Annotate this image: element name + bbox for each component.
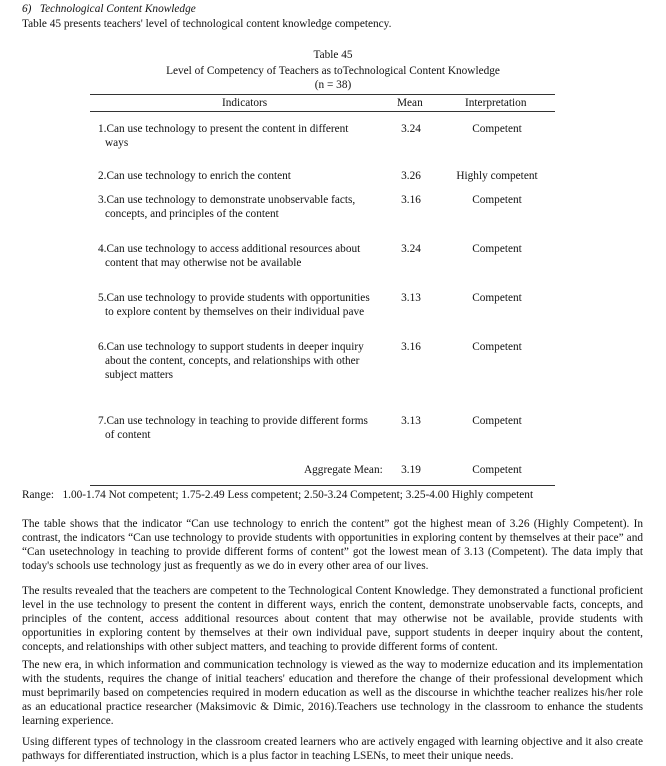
table-n: (n = 38) xyxy=(314,79,352,91)
row-mean: 3.24 xyxy=(401,123,421,135)
table-header-rule xyxy=(90,111,555,112)
table-number: Table 45 xyxy=(313,49,353,61)
header-interpretation: Interpretation xyxy=(465,97,527,109)
header-indicators: Indicators xyxy=(222,97,268,109)
table-row-indicator xyxy=(98,193,398,221)
row-interpretation: Competent xyxy=(472,194,522,206)
paragraph-2: The results revealed that the teachers are competent to the Technological Content Knowledge. They demonstrated a functional proficient level in the use technology to present the content in different ways, enrich the content, demonstrate unobservable facts, concepts, and principles of the content, access additional resources about content that may otherwise not be available, provide students with opportunities in exploring content by themselves at their own individual pave, support students in deeper inquiry about the content, concepts, and relationships with other subject matters, and teaching to provide different forms of content. xyxy=(22,585,643,653)
indicator-line: content that may otherwise not be available xyxy=(105,257,302,269)
paragraph-3: The new era, in which information and communication technology is viewed as the way to modernize education and its implementation with the students, requires the change of initial teachers' education and therefore the change of their professional development which must beprimarily based on competencies required in modern education as well as the discourse in whichthe teacher realizes his/her role as an educational practice researcher (Maksimovic & Dimic, 2016).Teachers use technology in the classroom to enhance the students learning experience. xyxy=(22,659,643,727)
row-mean: 3.13 xyxy=(401,415,421,427)
indicator-line: 5.Can use technology to provide students with opportunities xyxy=(98,292,370,304)
indicator-line: concepts, and principles of the content xyxy=(105,208,279,220)
indicator-line: 3.Can use technology to demonstrate unobservable facts, xyxy=(98,194,356,206)
paragraph-1: The table shows that the indicator “Can use technology to enrich the content” got the highest mean of 3.26 (Highly Competent). In contrast, the indicators “Can use technology to provide students with opportunities in exploring content by themselves at their pace” and “Can usetechnology in teaching to provide different forms of content” got the lowest mean of 3.13 (Competent). The data imply that today's schools use technology just as frequently as we do in every other area of our lives. xyxy=(22,518,643,572)
row-mean: 3.16 xyxy=(401,194,421,206)
row-mean: 3.26 xyxy=(401,170,421,182)
table-row-indicator xyxy=(98,122,398,150)
indicator-line: subject matters xyxy=(105,369,174,381)
table-bottom-rule xyxy=(90,485,555,486)
row-interpretation: Competent xyxy=(472,292,522,304)
row-mean: 3.16 xyxy=(401,341,421,353)
indicator-line: 2.Can use technology to enrich the content xyxy=(98,170,291,182)
row-interpretation: Competent xyxy=(472,415,522,427)
indicator-line: of content xyxy=(105,429,151,441)
aggregate-mean: 3.19 xyxy=(401,464,421,476)
row-mean: 3.24 xyxy=(401,243,421,255)
aggregate-label: Aggregate Mean: xyxy=(304,464,383,476)
row-mean: 3.13 xyxy=(401,292,421,304)
row-interpretation: Highly competent xyxy=(456,170,538,182)
table-row-indicator xyxy=(98,169,398,183)
table-row-indicator xyxy=(98,340,398,382)
row-interpretation: Competent xyxy=(472,123,522,135)
table-top-rule xyxy=(90,94,555,95)
indicator-line: about the content, concepts, and relationships with other xyxy=(105,355,360,367)
table-row-indicator xyxy=(98,414,398,442)
table-row-indicator xyxy=(98,242,398,270)
section-heading: 6) Technological Content Knowledge xyxy=(22,3,196,15)
row-interpretation: Competent xyxy=(472,243,522,255)
range-legend: Range: 1.00-1.74 Not competent; 1.75-2.49 Less competent; 2.50-3.24 Competent; 3.25-4.00 Highly competent xyxy=(22,489,534,501)
indicator-line: 4.Can use technology to access additional resources about xyxy=(98,243,361,255)
aggregate-interpretation: Competent xyxy=(472,464,522,476)
indicator-line: ways xyxy=(105,137,129,149)
table-row-indicator xyxy=(98,291,398,319)
indicator-line: 1.Can use technology to present the content in different xyxy=(98,123,349,135)
indicator-line: to explore content by themselves on their individual pave xyxy=(105,306,365,318)
paragraph-4: Using different types of technology in the classroom created learners who are actively engaged with learning objective and it also create pathways for differentiated instruction, which is a plus factor in teaching LSENs, to meet their unique needs. xyxy=(22,736,643,762)
row-interpretation: Competent xyxy=(472,341,522,353)
header-mean: Mean xyxy=(397,97,423,109)
table-title: Level of Competency of Teachers as toTechnological Content Knowledge xyxy=(166,65,500,77)
intro-text: Table 45 presents teachers' level of technological content knowledge competency. xyxy=(22,18,392,30)
indicator-line: 6.Can use technology to support students in deeper inquiry xyxy=(98,341,364,353)
indicator-line: 7.Can use technology in teaching to provide different forms xyxy=(98,415,368,427)
